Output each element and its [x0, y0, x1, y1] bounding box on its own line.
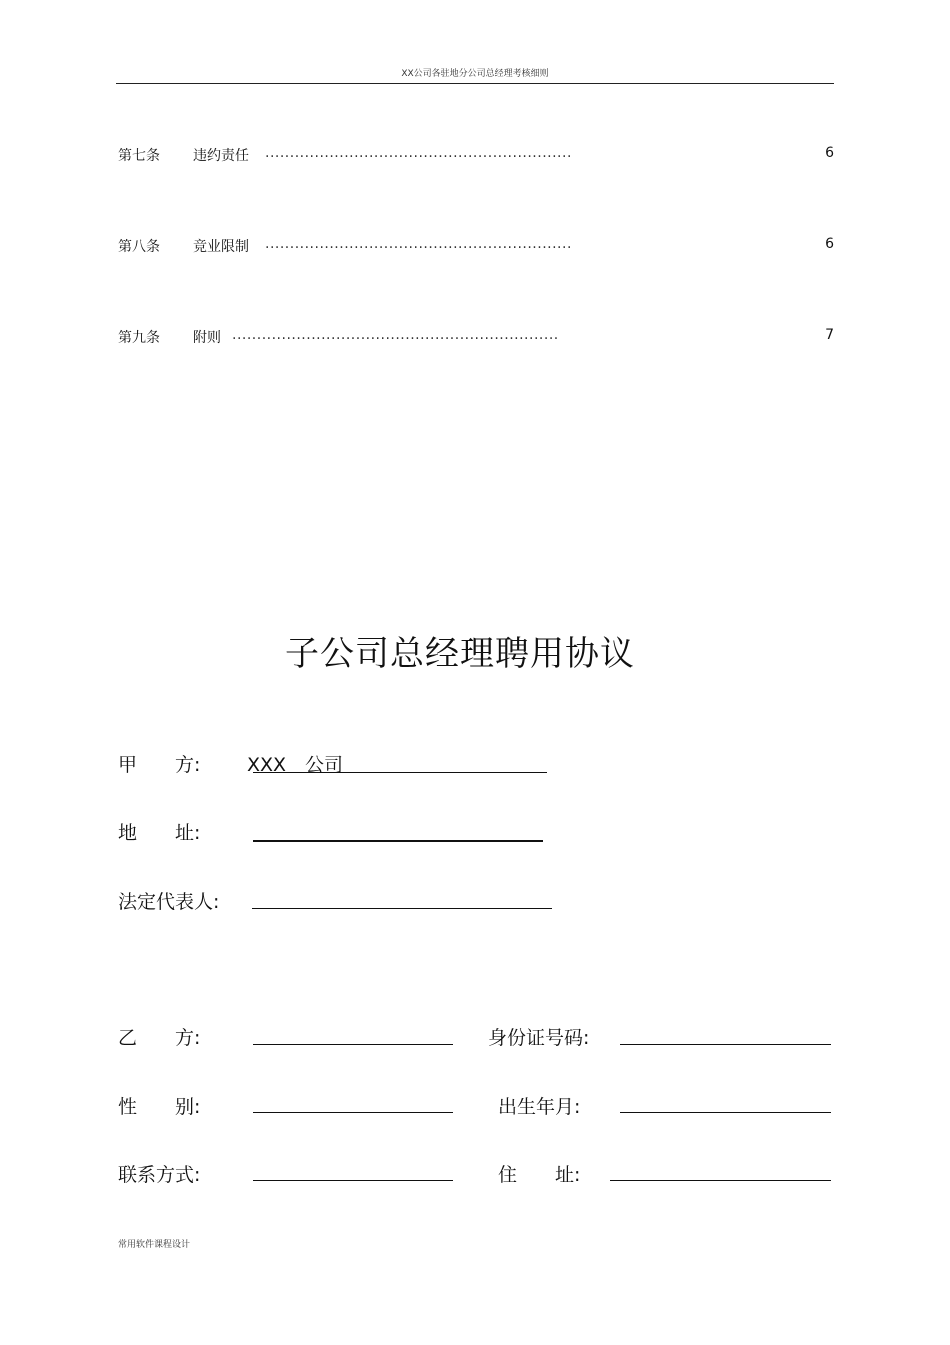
- address-a-field[interactable]: [253, 840, 543, 842]
- contact-label: 联系方式:: [118, 1164, 201, 1186]
- toc-page-number: 6: [825, 145, 834, 161]
- toc-leader-dots: ..............................................................: [265, 236, 572, 252]
- party-b-label: 乙 方:: [118, 1027, 201, 1049]
- legal-rep-field[interactable]: [252, 908, 552, 909]
- gender-label: 性 别:: [118, 1096, 201, 1118]
- party-a-company-value: XXX 公司: [247, 754, 344, 776]
- toc-entry[interactable]: [118, 236, 834, 254]
- toc-entry[interactable]: [118, 145, 834, 163]
- address-b-field[interactable]: [610, 1180, 831, 1181]
- toc-article-title: 附则: [193, 330, 221, 346]
- toc-leader-dots: ..............................................................: [265, 145, 572, 161]
- toc-leader-dots: ..................................................................: [232, 327, 559, 343]
- id-number-field[interactable]: [620, 1044, 831, 1045]
- toc-article-number: 第七条: [118, 148, 160, 164]
- contact-field[interactable]: [253, 1180, 453, 1181]
- toc-page-number: 6: [825, 236, 834, 252]
- gender-field[interactable]: [253, 1112, 453, 1113]
- toc-article-title: 竞业限制: [193, 239, 249, 255]
- toc-article-number: 第八条: [118, 239, 160, 255]
- toc-article-title: 违约责任: [193, 148, 249, 164]
- birth-field[interactable]: [620, 1112, 831, 1113]
- id-number-label: 身份证号码:: [488, 1027, 590, 1049]
- party-b-field[interactable]: [253, 1044, 453, 1045]
- agreement-title: 子公司总经理聘用协议: [285, 634, 635, 674]
- party-a-underline: [253, 772, 547, 773]
- page-header-title: XX公司各驻地分公司总经理考核细则: [401, 69, 549, 79]
- header-divider: [116, 83, 834, 84]
- legal-rep-label: 法定代表人:: [118, 891, 220, 913]
- toc-article-number: 第九条: [118, 330, 160, 346]
- address-b-label: 住 址:: [498, 1164, 581, 1186]
- toc-entry[interactable]: [118, 327, 834, 345]
- toc-page-number: 7: [825, 327, 834, 343]
- page-footer: 常用软件课程设计: [118, 1240, 191, 1250]
- birth-label: 出生年月:: [498, 1096, 581, 1118]
- party-a-label: 甲 方:: [118, 754, 201, 776]
- address-a-label: 地 址:: [118, 822, 201, 844]
